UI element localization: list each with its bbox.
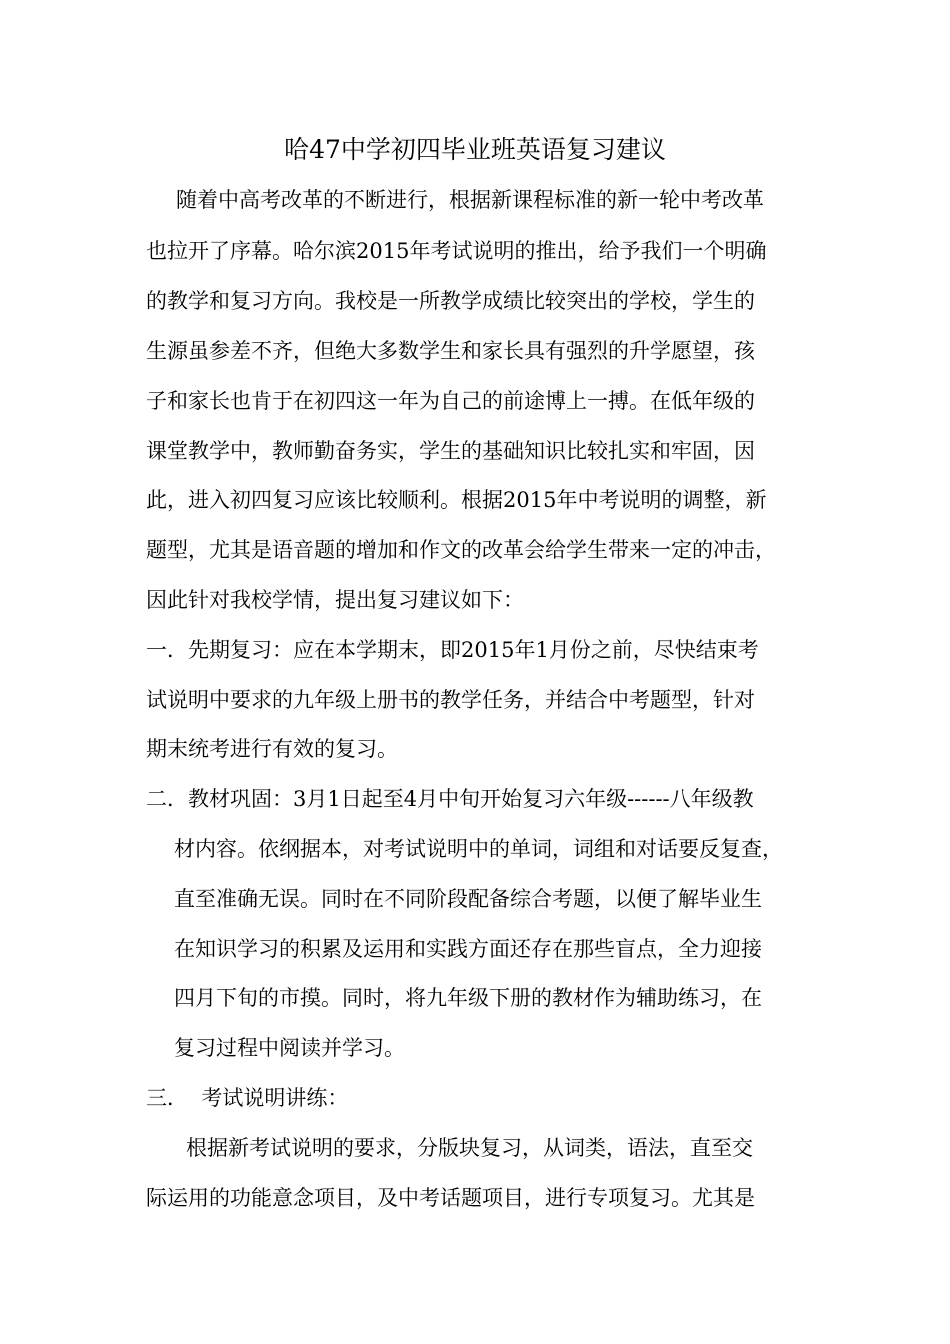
document-title: 哈47中学初四毕业班英语复习建议: [284, 135, 666, 164]
section-3-line: 根据新考试说明的要求，分版块复习，从词类，语法，直至交: [186, 1136, 753, 1160]
intro-line: 也拉开了序幕。哈尔滨2015年考试说明的推出，给予我们一个明确: [146, 239, 767, 263]
section-2-line: 材内容。依纲据本，对考试说明中的单词，词组和对话要反复查，: [174, 837, 783, 861]
section-1-line: 一．先期复习：应在本学期末，即2015年1月份之前，尽快结束考: [146, 638, 759, 662]
intro-line: 此，进入初四复习应该比较顺利。根据2015年中考说明的调整，新: [146, 488, 767, 512]
section-2-line: 四月下旬的市摸。同时，将九年级下册的教材作为辅助练习，在: [174, 986, 762, 1010]
section-3-heading: 三． 考试说明讲练：: [146, 1086, 349, 1110]
intro-line: 因此针对我校学情，提出复习建议如下：: [146, 588, 524, 612]
intro-line: 生源虽参差不齐，但绝大多数学生和家长具有强烈的升学愿望，孩: [146, 339, 755, 363]
section-1-line: 期末统考进行有效的复习。: [146, 737, 398, 761]
section-2-line: 复习过程中阅读并学习。: [174, 1036, 405, 1060]
section-2-line: 在知识学习的积累及运用和实践方面还存在那些盲点，全力迎接: [174, 937, 762, 961]
intro-line: 子和家长也肯于在初四这一年为自己的前途博上一搏。在低年级的: [146, 389, 755, 413]
intro-line: 的教学和复习方向。我校是一所教学成绩比较突出的学校，学生的: [146, 289, 755, 313]
intro-line: 课堂教学中，教师勤奋务实，学生的基础知识比较扎实和牢固，因: [146, 439, 755, 463]
section-1-line: 试说明中要求的九年级上册书的教学任务，并结合中考题型，针对: [146, 688, 755, 712]
section-3-line: 际运用的功能意念项目，及中考话题项目，进行专项复习。尤其是: [146, 1186, 755, 1210]
section-2-line: 二．教材巩固：3月1日起至4月中旬开始复习六年级------八年级教: [146, 787, 754, 811]
intro-line: 题型，尤其是语音题的增加和作文的改革会给学生带来一定的冲击，: [146, 538, 776, 562]
intro-line: 随着中高考改革的不断进行，根据新课程标准的新一轮中考改革: [176, 188, 764, 212]
section-2-line: 直至准确无误。同时在不同阶段配备综合考题，以便了解毕业生: [174, 887, 762, 911]
